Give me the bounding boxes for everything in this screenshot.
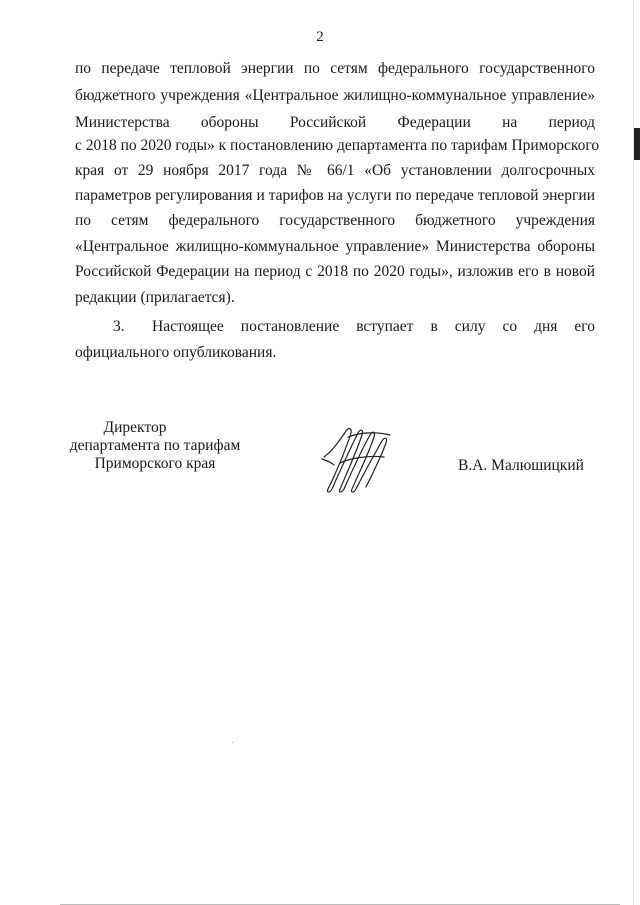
item-text-line: Настоящее постановление вступает в силу со дня его — [152, 318, 595, 335]
item-text-line: официального опубликования. — [75, 344, 277, 361]
paragraph-line: параметров регулирования и тарифов на услуги по передаче тепловой энергии — [75, 187, 595, 204]
paragraph-line: по передаче тепловой энергии по сетям федерального государственного — [75, 60, 595, 77]
signatory-name: В.А. Малюшицкий — [458, 457, 584, 474]
paragraph-line: Российской Федерации на период с 2018 по 2020 годы», изложив его в новой — [75, 263, 595, 280]
scan-edge-line — [633, 0, 634, 905]
paragraph-line: «Центральное жилищно-коммунальное управление» Министерства обороны — [75, 238, 595, 255]
handwritten-signature — [318, 423, 398, 495]
page-number: 2 — [316, 29, 324, 45]
paragraph-line: по сетям федерального государственного бюджетного учреждения — [75, 212, 595, 229]
signatory-title — [60, 419, 250, 473]
scan-edge-mark — [634, 128, 640, 160]
paragraph-line: Министерства обороны Российской Федерации на период — [75, 114, 595, 131]
scan-speck — [232, 742, 233, 743]
title-line: департамента по тарифам — [69, 437, 241, 454]
paragraph-line: с 2018 по 2020 годы» к постановлению департамента по тарифам Приморского — [75, 137, 600, 154]
paragraph-line: края от 29 ноября 2017 года № 66/1 «Об установлении долгосрочных — [75, 162, 595, 179]
paragraph-line: бюджетного учреждения «Центральное жилищно-коммунальное управление» — [75, 87, 595, 104]
paragraph-line: редакции (прилагается). — [75, 289, 235, 306]
item-number: 3. — [113, 318, 125, 335]
title-line: Приморского края — [94, 455, 216, 472]
title-line: Директор — [103, 419, 167, 436]
